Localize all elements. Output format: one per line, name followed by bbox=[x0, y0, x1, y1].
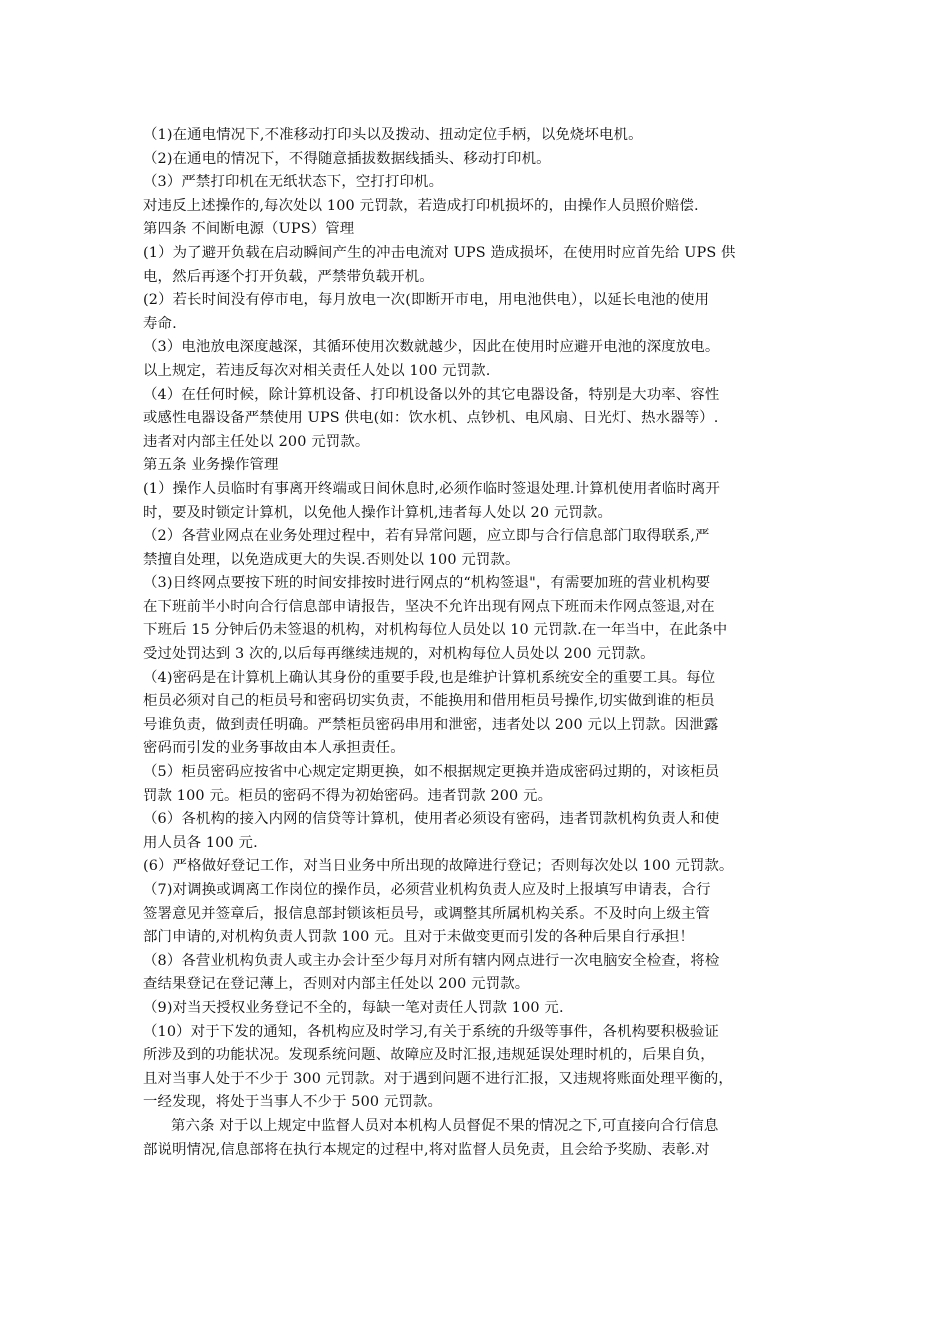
text-line: 罚款 100 元。柜员的密码不得为初始密码。违者罚款 200 元。 bbox=[143, 787, 553, 804]
text-line: （9)对当天授权业务登记不全的，每缺一笔对责任人罚款 100 元. bbox=[143, 999, 564, 1016]
section-heading: 第六条 对于以上规定中监督人员对本机构人员督促不果的情况之下,可直接向合行信息 bbox=[171, 1117, 719, 1134]
text-line: 号谁负责，做到责任明确。严禁柜员密码串用和泄密，违者处以 200 元以上罚款。因泄露 bbox=[143, 716, 719, 733]
text-line: 查结果登记在登记薄上，否则对内部主任处以 200 元罚款。 bbox=[143, 976, 530, 993]
text-line: （3)日终网点要按下班的时间安排按时进行网点的“机构签退"，有需要加班的营业机构要 bbox=[143, 575, 711, 592]
text-line: (1）为了避开负载在启动瞬间产生的冲击电流对 UPS 造成损坏，在使用时应首先给 UPS 供 bbox=[143, 244, 736, 261]
text-line: 所涉及到的功能状况。发现系统问题、故障应及时汇报,违规延误处理时机的，后果自负， bbox=[143, 1047, 715, 1064]
text-line: （3）严禁打印机在无纸状态下，空打打印机。 bbox=[143, 174, 444, 191]
text-line: (6）严格做好登记工作，对当日业务中所出现的故障进行登记；否则每次处以 100 元罚款。 bbox=[143, 858, 734, 875]
text-line: 寿命. bbox=[143, 315, 177, 332]
text-line: (2）若长时间没有停市电，每月放电一次(即断开市电，用电池供电），以延长电池的使用 bbox=[143, 292, 710, 309]
text-line: （4)密码是在计算机上确认其身份的重要手段,也是维护计算机系统安全的重要工具。每位 bbox=[143, 669, 716, 686]
text-line: 受过处罚达到 3 次的,以后每再继续违规的，对机构每位人员处以 200 元罚款。 bbox=[143, 646, 655, 663]
section-heading: 第四条 不间断电源（UPS）管理 bbox=[143, 221, 355, 238]
text-line: （2）各营业网点在业务处理过程中，若有异常问题，应立即与合行信息部门取得联系,严 bbox=[143, 528, 710, 545]
text-line: （3）电池放电深度越深，其循环使用次数就越少，因此在使用时应避开电池的深度放电。 bbox=[143, 339, 720, 356]
text-line: 用人员各 100 元. bbox=[143, 834, 258, 851]
text-line: 在下班前半小时向合行信息部申请报告，坚决不允许出现有网点下班而未作网点签退,对在 bbox=[143, 598, 715, 615]
text-line: 对违反上述操作的,每次处以 100 元罚款，若造成打印机损坏的，由操作人员照价赔偿. bbox=[143, 197, 699, 214]
text-line: 电，然后再逐个打开负载，严禁带负载开机。 bbox=[143, 268, 434, 285]
text-line: 下班后 15 分钟后仍未签退的机构，对机构每位人员处以 10 元罚款.在一年当中，在此条中 bbox=[143, 622, 728, 639]
text-line: 或感性电器设备严禁使用 UPS 供电(如：饮水机、点钞机、电风扇、日光灯、热水器等）. bbox=[143, 410, 719, 427]
section-heading: 第五条 业务操作管理 bbox=[143, 457, 279, 474]
text-line: 部说明情况,信息部将在执行本规定的过程中,将对监督人员免责，且会给予奖励、表彰.对 bbox=[143, 1141, 710, 1158]
text-line: （10）对于下发的通知，各机构应及时学习,有关于系统的升级等事件，各机构要积极验证 bbox=[143, 1023, 719, 1040]
text-line: （6）各机构的接入内网的信贷等计算机，使用者必须设有密码，违者罚款机构负责人和使 bbox=[143, 811, 720, 828]
text-line: （4）在任何时候，除计算机设备、打印机设备以外的其它电器设备，特别是大功率、容性 bbox=[143, 386, 720, 403]
text-line: 柜员必须对自己的柜员号和密码切实负责，不能换用和借用柜员号操作,切实做到谁的柜员 bbox=[143, 693, 715, 710]
text-line: 密码而引发的业务事故由本人承担责任。 bbox=[143, 740, 405, 757]
text-line: （1)在通电情况下,不准移动打印头以及拨动、扭动定位手柄，以免烧坏电机。 bbox=[143, 127, 643, 143]
text-line: （5）柜员密码应按省中心规定定期更换，如不根据规定更换并造成密码过期的，对该柜员 bbox=[143, 764, 720, 781]
text-line: (1）操作人员临时有事离开终端或日间休息时,必须作临时签退处理.计算机使用者临时离开 bbox=[143, 480, 721, 497]
text-line: 部门申请的,对机构负责人罚款 100 元。且对于未做变更而引发的各种后果自行承担！ bbox=[143, 929, 695, 946]
text-line: 签署意见并签章后，报信息部封锁该柜员号，或调整其所属机构关系。不及时向上级主管 bbox=[143, 905, 711, 922]
text-line: 以上规定，若违反每次对相关责任人处以 100 元罚款. bbox=[143, 362, 491, 379]
text-line: （8）各营业机构负责人或主办会计至少每月对所有辖内网点进行一次电脑安全检查，将检 bbox=[143, 952, 720, 969]
text-line: 禁擅自处理，以免造成更大的失误.否则处以 100 元罚款。 bbox=[143, 551, 520, 568]
text-line: 时，要及时锁定计算机，以免他人操作计算机,违者每人处以 20 元罚款。 bbox=[143, 504, 613, 521]
text-line: （2)在通电的情况下，不得随意插拔数据线插头、移动打印机。 bbox=[143, 150, 551, 167]
text-line: （7)对调换或调离工作岗位的操作员，必须营业机构负责人应及时上报填写申请表，合行 bbox=[143, 882, 711, 898]
document-page bbox=[143, 124, 815, 1162]
text-line: 违者对内部主任处以 200 元罚款。 bbox=[143, 433, 370, 450]
text-line: 且对当事人处于不少于 300 元罚款。对于遇到问题不进行汇报，又违规将账面处理平衡的， bbox=[143, 1070, 733, 1087]
text-line: 一经发现，将处于当事人不少于 500 元罚款。 bbox=[143, 1094, 443, 1111]
